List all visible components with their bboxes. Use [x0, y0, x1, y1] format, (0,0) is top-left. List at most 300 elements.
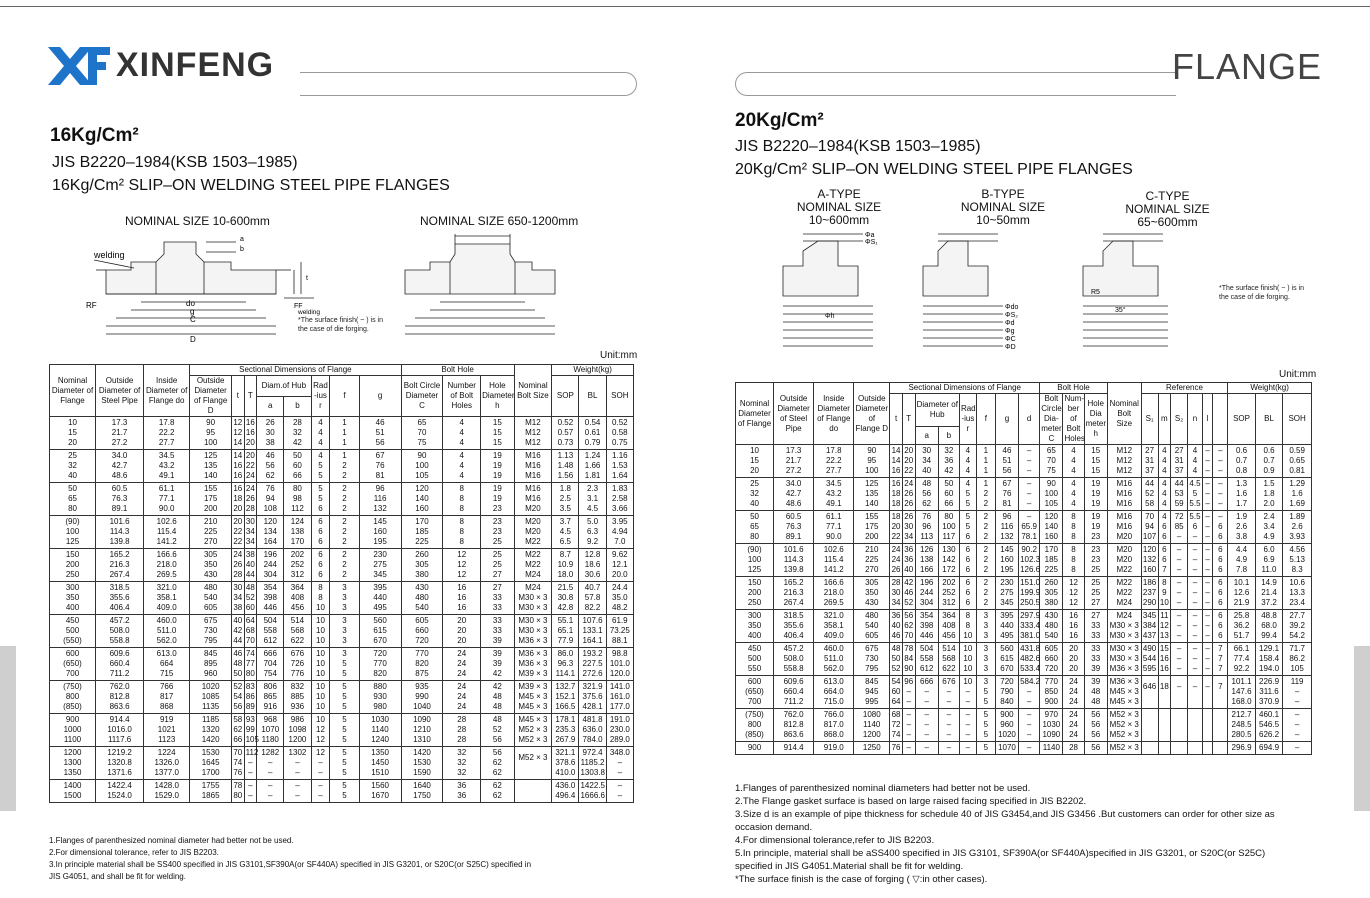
table-cell: 119 – – — [1283, 676, 1312, 709]
table-cell: 4 4 4 — [1158, 478, 1171, 511]
note-line: occasion demand. — [735, 822, 813, 833]
table-cell: 480 540 605 — [190, 582, 232, 615]
unit-label-right: Unit:mm — [1279, 369, 1317, 380]
table-cell: (750) 800 (850) — [50, 681, 96, 714]
table-cell: 98.8 101.0 120.0 — [606, 648, 633, 681]
col-bolt-hole: Bolt Hole — [401, 365, 514, 376]
table-cell: 68 72 74 — [890, 709, 903, 742]
table-cell: 8 8 10 — [311, 582, 330, 615]
table-cell: 19 19 23 — [1084, 511, 1107, 544]
table-cell: 490 544 595 — [1141, 643, 1158, 676]
table-cell: 20 20 20 — [443, 615, 481, 648]
table-cell: 584.2 – – — [1019, 676, 1040, 709]
table-cell: M52 × 3 — [1107, 742, 1141, 755]
table-cell: 9.62 12.1 20.0 — [606, 549, 633, 582]
table-cell: 48 50 52 — [890, 643, 903, 676]
table-cell: 4 4 4 — [1158, 445, 1171, 478]
table-cell: 935 990 1040 — [401, 681, 443, 714]
table-cell: 65 70 75 — [1040, 445, 1063, 478]
col-bl: BL — [579, 376, 606, 417]
table-cell: 34.0 42.7 48.6 — [96, 450, 144, 483]
table-cell: – – — [244, 780, 257, 803]
table-cell: 305 350 430 — [854, 577, 890, 610]
table-cell: 101.6 114.3 139.8 — [774, 544, 814, 577]
table-cell: 0.54 0.61 0.79 — [579, 417, 606, 450]
col-l: l — [1202, 394, 1213, 445]
c-label: C — [190, 315, 196, 324]
g-label: g — [190, 307, 195, 316]
table-cell: 4 6 6 — [1158, 511, 1171, 544]
caption-size: NOMINAL SIZE 10~600mm — [796, 200, 882, 227]
table-cell: – — [1283, 742, 1312, 755]
brand-logo — [48, 46, 274, 85]
table-cell: 17.8 22.2 27.7 — [814, 445, 854, 478]
table-cell: – – – — [1019, 445, 1040, 478]
table-cell: 32 32 32 — [443, 747, 481, 780]
table-cell: 27 31 37 — [1171, 445, 1188, 478]
col-rad: Rad -ius r — [959, 394, 976, 445]
table-cell: M12 M12 M12 — [1107, 445, 1141, 478]
right-page — [685, 0, 1370, 898]
table-cell: 609.6 660.4 711.2 — [96, 648, 144, 681]
table-cell: – – – — [915, 709, 938, 742]
table-cell: 260 305 380 — [401, 549, 443, 582]
table-cell: 48 52 60 — [244, 582, 257, 615]
table-cell: 90 100 105 — [1040, 478, 1063, 511]
caption-type: C-TYPE — [1145, 189, 1190, 203]
phi-d-label: Φd — [1005, 320, 1015, 327]
table-cell: 112 – – — [244, 747, 257, 780]
table-cell: 67 76 81 — [359, 450, 401, 483]
table-cell: 1755 1865 — [190, 780, 232, 803]
table-cell: 1.89 2.6 3.93 — [1283, 511, 1312, 544]
phi-c-label: ΦC — [1005, 336, 1016, 343]
table-cell: – — [1019, 742, 1040, 755]
table-cell: 1640 1750 — [401, 780, 443, 803]
table-cell: 0.6 0.7 0.8 — [1228, 445, 1255, 478]
table-cell: 10 10 10 — [311, 648, 330, 681]
table-cell: 10.1 12.6 21.9 — [1228, 577, 1255, 610]
table-cell: 78 84 90 — [902, 643, 915, 676]
table-cell: 900 1000 1100 — [50, 714, 96, 747]
phi-s1-label: ΦS₁ — [865, 239, 878, 246]
table-cell: M24 M30 × 3 M30 × 3 — [1107, 610, 1141, 643]
flange-diagrams-20k — [763, 226, 1243, 366]
table-cell: 125 135 140 — [854, 478, 890, 511]
table-cell: 166.6 218.0 269.5 — [144, 549, 190, 582]
table-cell: 321.0 358.1 409.0 — [814, 610, 854, 643]
table-cell: 1.13 1.48 1.56 — [552, 450, 579, 483]
table-cell: – – – — [938, 709, 959, 742]
table-cell: – – – — [1188, 577, 1203, 610]
table-cell: 2.4 3.4 4.9 — [1255, 511, 1282, 544]
table-cell: 4 5 5 — [311, 450, 330, 483]
caption-size: NOMINAL SIZE 10~50mm — [960, 200, 1046, 227]
table-cell: 2 2 2 — [330, 549, 359, 582]
table-cell: 33 33 39 — [481, 615, 515, 648]
table-cell: 770 820 875 — [401, 648, 443, 681]
table-cell: 12 12 12 — [1063, 577, 1084, 610]
table-cell: 5.5 6 – — [1188, 511, 1203, 544]
welding-label-1: welding — [94, 250, 125, 260]
table-cell: 191.0 230.0 289.0 — [606, 714, 633, 747]
table-cell: 170 185 225 — [401, 516, 443, 549]
table-cell: 50 60 66 — [938, 478, 959, 511]
table-cell: – — [1188, 676, 1203, 709]
table-cell: – – – — [1171, 643, 1188, 676]
table-cell: 1224 1326.0 1377.0 — [144, 747, 190, 780]
table-cell: 90 95 100 — [854, 445, 890, 478]
table-cell: 4 4 4 — [1188, 445, 1203, 478]
table-cell: 1422.4 1524.0 — [96, 780, 144, 803]
table-cell: 1.16 1.53 1.64 — [606, 450, 633, 483]
table-cell: 832 885 936 — [284, 681, 311, 714]
table-cell: 170 185 225 — [1040, 544, 1063, 577]
table-cell: 24 24 24 — [443, 681, 481, 714]
col-f: f — [976, 394, 995, 445]
table-row — [50, 582, 634, 615]
table-cell: 1219.2 1320.8 1371.6 — [96, 747, 144, 780]
table-row — [50, 648, 634, 681]
table-cell: 101.6 114.3 139.8 — [96, 516, 144, 549]
table-cell: 55.1 65.1 77.9 — [552, 615, 579, 648]
table-cell: 80 98 112 — [284, 483, 311, 516]
table-cell: 71.7 86.2 105 — [1283, 643, 1312, 676]
standard-heading-right: JIS B2220–1984(KSB 1503–1985) — [735, 138, 981, 155]
table-cell: 1.29 1.6 1.69 — [1283, 478, 1312, 511]
d-label: D — [190, 335, 196, 344]
table-cell: 178.1 235.3 267.9 — [552, 714, 579, 747]
table-cell: 10 12 12 — [311, 714, 330, 747]
table-cell: 56 — [1084, 742, 1107, 755]
table-cell: – 6 6 — [1213, 511, 1228, 544]
table-cell: 16 16 16 — [443, 582, 481, 615]
table-cell: 52 54 56 — [232, 681, 245, 714]
table-cell: 560 615 670 — [359, 615, 401, 648]
table-cell: 1400 1500 — [50, 780, 96, 803]
table-cell: 450 500 (550) — [50, 615, 96, 648]
table-cell: 1350 1450 1510 — [359, 747, 401, 780]
col-inside: Inside Diameter of Flange do — [814, 383, 854, 445]
table-cell: 0.52 0.58 0.75 — [606, 417, 633, 450]
col-hub: Diam.of Hub — [257, 376, 311, 397]
table-cell: 36 36 — [443, 780, 481, 803]
table-cell: 15 15 15 — [481, 417, 515, 450]
table-row — [50, 516, 634, 549]
table-cell: 28 28 28 — [443, 714, 481, 747]
table-cell: 60.5 76.3 89.1 — [96, 483, 144, 516]
col-rad: Rad -ius r — [311, 376, 330, 417]
table-cell: 16 18 18 — [890, 478, 903, 511]
table-cell: – – – — [1202, 478, 1213, 511]
table-cell: 5 5 5 — [330, 747, 359, 780]
note-line: 2.For dimensional tolerance, refer to JIS B2203. — [49, 848, 219, 857]
table-cell: 25.8 36.2 51.7 — [1228, 610, 1255, 643]
table-row — [50, 615, 634, 648]
table-cell: 1530 1645 1700 — [190, 747, 232, 780]
table-cell: 83 86 89 — [244, 681, 257, 714]
table-cell: 646 — [1141, 676, 1158, 709]
table-cell: 613.0 664 715 — [144, 648, 190, 681]
table-cell: 17.3 21.7 27.2 — [774, 445, 814, 478]
diagram-caption-1: NOMINAL SIZE 10-600mm — [125, 214, 270, 228]
table-cell: – – – — [1188, 544, 1203, 577]
phi-g-label: Φg — [1005, 328, 1015, 335]
table-cell: 10 – – — [959, 676, 976, 709]
table-cell: 56 56 56 — [1084, 709, 1107, 742]
table-cell: – – — [257, 780, 284, 803]
table-cell: 1070 — [995, 742, 1018, 755]
table-cell: 36 40 46 — [890, 610, 903, 643]
table-row — [50, 780, 634, 803]
table-cell: 24 26 26 — [902, 478, 915, 511]
col-f: f — [330, 376, 359, 417]
col-bolt-size: Nominal Bolt Size — [1107, 383, 1141, 445]
table-cell: 480 540 605 — [854, 610, 890, 643]
table-cell: 34.5 43.2 49.1 — [814, 478, 854, 511]
table-cell: 50 65 80 — [50, 483, 96, 516]
col-g: g — [359, 376, 401, 417]
table-row — [736, 478, 1312, 511]
table-cell: – – — [284, 780, 311, 803]
table-cell: – – – — [1283, 709, 1312, 742]
table-cell: 1.5 1.8 2.0 — [1255, 478, 1282, 511]
section-title: FLANGE — [1171, 46, 1322, 87]
col-T: T — [902, 394, 915, 445]
table-cell: 210 225 270 — [190, 516, 232, 549]
table-cell: 766 817 868 — [144, 681, 190, 714]
col-t: t — [890, 394, 903, 445]
table-cell: – — [959, 742, 976, 755]
table-cell: 6 6 6 — [1213, 610, 1228, 643]
table-cell: 58 62 66 — [232, 714, 245, 747]
table-cell: 165.2 216.3 267.4 — [96, 549, 144, 582]
table-cell: 36 36 40 — [902, 544, 915, 577]
table-cell: 8 8 10 — [959, 610, 976, 643]
table-cell: 18 — [1158, 676, 1171, 709]
col-bolt-circle: Bolt Circle Diameter C — [401, 376, 443, 417]
table-cell: 16 18 20 — [232, 483, 245, 516]
table-cell: 1140 — [1040, 742, 1063, 755]
table-cell: 321.1 378.6 410.0 — [552, 747, 579, 780]
table-cell: 676 726 776 — [284, 648, 311, 681]
table-cell: 300 350 400 — [736, 610, 774, 643]
table-cell: 762.0 812.8 863.6 — [96, 681, 144, 714]
r5-label: R5 — [1091, 289, 1100, 296]
table-cell: 4 4 4 — [959, 445, 976, 478]
col-hub: Diameter of Hub — [915, 394, 959, 427]
table-cell: 74 77 80 — [244, 648, 257, 681]
table-cell: 436.0 496.4 — [552, 780, 579, 803]
table-cell: 972.4 1185.2 1303.8 — [579, 747, 606, 780]
table-cell: (90) 100 125 — [736, 544, 774, 577]
table-cell: M39 × 3 M45 × 3 M45 × 3 — [514, 681, 552, 714]
col-s1: S₁ — [1141, 394, 1158, 445]
table-cell: 28 — [1063, 742, 1084, 755]
table-cell: M20 M20 M22 — [514, 516, 552, 549]
table-row — [50, 681, 634, 714]
table-cell: 1250 — [854, 742, 890, 755]
table-cell: 1420 1530 1590 — [401, 747, 443, 780]
table-cell: 880 930 980 — [359, 681, 401, 714]
table-cell: 230 275 345 — [995, 577, 1018, 610]
table-cell: 67 76 81 — [995, 478, 1018, 511]
table-cell: 86.0 96.3 114.1 — [552, 648, 579, 681]
table-cell: 1080 1140 1200 — [854, 709, 890, 742]
table-cell: 675 730 795 — [190, 615, 232, 648]
table-cell: M52 × 3 M52 × 3 M52 × 3 — [1107, 709, 1141, 742]
table-cell: 986 1098 1200 — [284, 714, 311, 747]
table-cell — [1141, 709, 1158, 742]
table-cell: 24 26 28 — [244, 483, 257, 516]
table-cell: 15 16 16 — [1158, 643, 1171, 676]
table-cell: 766.0 817.0 868.0 — [814, 709, 854, 742]
pressure-heading: 16Kg/Cm² — [50, 125, 139, 146]
table-cell: 107.6 133.1 164.1 — [579, 615, 606, 648]
col-s2: S₂ — [1171, 394, 1188, 445]
table-cell: 24 24 24 — [1063, 709, 1084, 742]
table-cell: 120 140 160 — [401, 483, 443, 516]
flange-diagram-large — [400, 232, 560, 350]
table-cell: 1.24 1.66 1.81 — [579, 450, 606, 483]
table-cell: 10 15 20 — [50, 417, 96, 450]
table-cell: 297.9 333.4 381.0 — [1019, 610, 1040, 643]
table-cell: 514 568 622 — [284, 615, 311, 648]
table-cell: 155 175 200 — [854, 511, 890, 544]
table-cell: 6 6 6 — [1213, 577, 1228, 610]
table-cell: 4 4 4 — [1063, 478, 1084, 511]
table-cell: 60.5 76.3 89.1 — [774, 511, 814, 544]
table-cell: M20 M20 M22 — [1107, 544, 1141, 577]
table-cell — [1158, 709, 1171, 742]
table-cell: 62 62 — [481, 780, 515, 803]
table-cell: 914.4 1016.0 1117.6 — [96, 714, 144, 747]
table-cell: (90) 100 125 — [50, 516, 96, 549]
note-line: 1.Flanges of parenthesized nominal diameters had better not be used. — [735, 783, 1031, 794]
col-hole-dia: Hole Dia meter h — [1084, 394, 1107, 445]
table-cell: 54 60 64 — [890, 676, 903, 709]
col-g: g — [995, 394, 1018, 445]
table-cell: 25 25 27 — [481, 549, 515, 582]
table-cell: – – — [606, 780, 633, 803]
table-cell: 5 5 5 — [976, 709, 995, 742]
table-cell: 16 16 20 — [244, 417, 257, 450]
table-cell: 23 23 25 — [481, 516, 515, 549]
table-cell: 34.5 43.2 49.1 — [144, 450, 190, 483]
table-row — [50, 549, 634, 582]
table-cell: 12 – – — [311, 747, 330, 780]
table-cell: 1090 1210 1310 — [401, 714, 443, 747]
table-cell: 66.1 77.4 92.2 — [1228, 643, 1255, 676]
table-cell: 4 5 5 — [959, 478, 976, 511]
table-cell: 93 99 105 — [244, 714, 257, 747]
table-cell: 102.6 115.4 141.2 — [144, 516, 190, 549]
table-cell: 96 116 132 — [359, 483, 401, 516]
table-cell: 613.0 664.0 715.0 — [814, 676, 854, 709]
table-cell: 210 225 270 — [854, 544, 890, 577]
table-cell: M12 M12 M12 — [514, 417, 552, 450]
table-cell: 24 24 26 — [890, 544, 903, 577]
brand-name: XINFENG — [116, 46, 275, 84]
table-cell: 6 6 6 — [959, 577, 976, 610]
table-cell: 321.9 375.6 428.1 — [579, 681, 606, 714]
table-cell: 78 80 — [232, 780, 245, 803]
table-cell: 155 175 200 — [190, 483, 232, 516]
table-cell: 30 34 34 — [244, 516, 257, 549]
phi-do-label: Φdo — [1005, 304, 1019, 311]
table-cell: 25 32 40 — [736, 478, 774, 511]
col-weight: Weight(kg) — [1228, 383, 1312, 394]
col-bl: BL — [1255, 394, 1282, 445]
table-cell: 8 8 8 — [1063, 544, 1084, 577]
table-cell: 1282 – – — [257, 747, 284, 780]
table-cell: – — [938, 742, 959, 755]
table-cell: 694.9 — [1255, 742, 1282, 755]
table-cell: 2.3 3.1 4.5 — [579, 483, 606, 516]
caption-size: NOMINAL SIZE 65~600mm — [1125, 202, 1210, 229]
surface-finish-note-right: *The surface finish( ~ ) is in the case of die forging. — [1219, 285, 1305, 301]
phi-h-label: Φh — [825, 313, 835, 320]
table-cell: M16 M16 M20 — [1107, 511, 1141, 544]
table-cell: 196 244 304 — [257, 549, 284, 582]
table-row — [736, 511, 1312, 544]
table-cell: 46 51 56 — [359, 417, 401, 450]
standard-heading: JIS B2220–1984(KSB 1503–1985) — [52, 154, 298, 171]
table-cell: 46 51 56 — [995, 445, 1018, 478]
table-cell: 1200 1300 1350 — [50, 747, 96, 780]
table-cell: 48.8 68.0 99.4 — [1255, 610, 1282, 643]
table-cell: 32 36 42 — [938, 445, 959, 478]
col-blank — [1213, 394, 1228, 445]
table-cell: 770 850 900 — [1040, 676, 1063, 709]
table-cell: 968 1070 1180 — [257, 714, 284, 747]
table-cell: 39 48 48 — [1084, 676, 1107, 709]
table-cell: 76 96 113 — [915, 511, 938, 544]
table-cell: – – – — [1202, 577, 1213, 610]
table-cell: 305 350 430 — [190, 549, 232, 582]
table-cell: 3 5 5 — [976, 676, 995, 709]
table-cell: 56 62 62 — [481, 747, 515, 780]
table-cell: 321.0 358.1 409.0 — [144, 582, 190, 615]
table-cell: 2 2 2 — [976, 577, 995, 610]
table-cell: 1.83 2.58 3.66 — [606, 483, 633, 516]
table-cell: 150 200 250 — [50, 549, 96, 582]
table-cell: 48 52 56 — [481, 714, 515, 747]
table-cell: 33 33 39 — [1084, 643, 1107, 676]
notes-left — [49, 835, 531, 883]
table-row — [736, 676, 1312, 709]
table-cell: 3 5 5 — [330, 648, 359, 681]
table-cell: 10.6 13.3 23.4 — [1283, 577, 1312, 610]
table-cell: 38 40 44 — [244, 549, 257, 582]
table-cell: – – – — [1019, 709, 1040, 742]
col-b: b — [284, 396, 311, 417]
table-cell: 845 895 960 — [190, 648, 232, 681]
table-cell: 3 3 3 — [976, 610, 995, 643]
table-cell: 50 65 80 — [736, 511, 774, 544]
table-cell: M16 M16 M16 — [1107, 478, 1141, 511]
table-cell: 23 23 25 — [1084, 544, 1107, 577]
table-cell: 318.5 355.6 406.4 — [774, 610, 814, 643]
table-cell: 354 398 446 — [915, 610, 938, 643]
table-cell: 14 16 16 — [232, 450, 245, 483]
table-cell: 2 2 2 — [976, 511, 995, 544]
table-cell: 3 3 3 — [976, 643, 995, 676]
xinfeng-logo-icon — [48, 47, 110, 85]
caption-a-type — [779, 188, 899, 227]
table-cell: 212.7 248.5 280.5 — [1228, 709, 1255, 742]
table-cell: 10 10 10 — [959, 643, 976, 676]
